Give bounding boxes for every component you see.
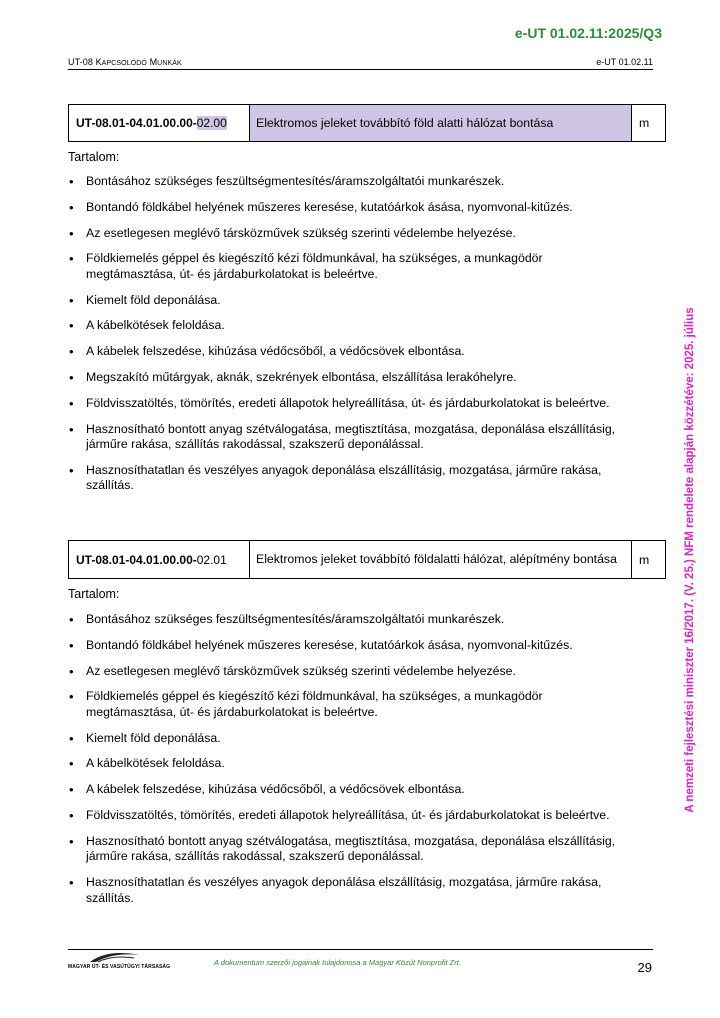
list-item: • A kábelek felszedése, kihúzása védőcsőből, a védőcsövek elbontása. xyxy=(68,782,628,798)
list-item: • Kiemelt föld deponálása. xyxy=(68,731,628,747)
list-item: • Földkiemelés géppel és kiegészítő kézi földmunkával, ha szükséges, a munkagödör megtámasztása, út- és járdaburkolatokat is beleértve. xyxy=(68,251,628,282)
list-item: • Hasznosíthatatlan és veszélyes anyagok deponálása elszállításig, mozgatása, járműre rakása, szállítás. xyxy=(68,463,628,494)
content-label: Tartalom: xyxy=(68,150,120,164)
road-swoosh-icon xyxy=(88,951,142,963)
list-item: • A kábelek felszedése, kihúzása védőcsőből, a védőcsövek elbontása. xyxy=(68,344,628,360)
item-code-table-2 xyxy=(68,540,666,579)
list-item: • Földvisszatöltés, tömörítés, eredeti állapotok helyreállítása, út- és járdaburkolatokat is beleértve. xyxy=(68,808,628,824)
item-title: Elektromos jeleket továbbító föld alatti hálózat bontása xyxy=(250,105,632,141)
item-code-suffix: 02.00 xyxy=(196,116,227,130)
publication-note: A nemzeti fejlesztési miniszter 16/2017. (V. 25.) NFM rendelete alapján közzétéve: 2025. július xyxy=(684,307,696,813)
copyright-notice: A dokumentum szerzői jogainak tulajdonosa a Magyar Közút Nonprofit Zrt. xyxy=(214,958,461,967)
list-item: • Megszakító műtárgyak, aknák, szekrények elbontása, elszállítása lerakóhelyre. xyxy=(68,370,628,386)
list-item: • Bontásához szükséges feszültségmentesítés/áramszolgáltatói munkarészek. xyxy=(68,612,628,628)
item-code: UT-08.01-04.01.00.00- 02.01 xyxy=(69,541,250,578)
list-item: • Földkiemelés géppel és kiegészítő kézi földmunkával, ha szükséges, a munkagödör megtámasztása, út- és járdaburkolatokat is beleértve. xyxy=(68,689,628,720)
content-label: Tartalom: xyxy=(68,587,120,601)
list-item: • Bontandó földkábel helyének műszeres keresése, kutatóárkok ásása, nyomvonal-kitűzés. xyxy=(68,638,628,654)
content-list-1 xyxy=(68,174,628,504)
list-item: • Bontandó földkábel helyének műszeres keresése, kutatóárkok ásása, nyomvonal-kitűzés. xyxy=(68,200,628,216)
chapter-title: UT-08 KAPCSOLÓDÓ MUNKÁK xyxy=(68,57,182,67)
publisher-logo xyxy=(68,951,171,973)
item-unit: m xyxy=(639,552,650,567)
header-doc-ref: e-UT 01.02.11 xyxy=(596,57,653,67)
running-header xyxy=(68,57,653,70)
list-item: • Kiemelt föld deponálása. xyxy=(68,293,628,309)
item-code: UT-08.01-04.01.00.00- 02.00 xyxy=(69,105,250,141)
list-item: • Hasznosítható bontott anyag szétválogatása, megtisztítása, mozgatása, deponálása elszállításig, járműre rakása, szállítás rakodással, szakszerű deponálással. xyxy=(68,834,628,865)
list-item: • Földvisszatöltés, tömörítés, eredeti állapotok helyreállítása, út- és járdaburkolatokat is beleértve. xyxy=(68,396,628,412)
document-code: e-UT 01.02.11:2025/Q3 xyxy=(514,25,662,41)
list-item: • Az esetlegesen meglévő társközművek szükség szerinti védelembe helyezése. xyxy=(68,226,628,242)
item-title: Elektromos jeleket továbbító földalatti hálózat, alépítmény bontása xyxy=(250,541,632,578)
page-number: 29 xyxy=(637,960,652,975)
list-item: • Hasznosíthatatlan és veszélyes anyagok deponálása elszállításig, mozgatása, járműre rakása, szállítás. xyxy=(68,875,628,906)
item-code-table-1 xyxy=(68,104,666,142)
footer-divider xyxy=(68,949,653,950)
item-code-suffix: 02.01 xyxy=(196,552,227,567)
list-item: • A kábelkötések feloldása. xyxy=(68,756,628,772)
list-item: • Hasznosítható bontott anyag szétválogatása, megtisztítása, mozgatása, deponálása elszállításig, járműre rakása, szállítás rakodással, szakszerű deponálással. xyxy=(68,422,628,453)
list-item: • Az esetlegesen meglévő társközművek szükség szerinti védelembe helyezése. xyxy=(68,664,628,680)
list-item: • A kábelkötések feloldása. xyxy=(68,318,628,334)
content-list-2 xyxy=(68,612,628,916)
logo-text: MAGYAR ÚT- ÉS VASÚTÜGYI TÁRSASÁG xyxy=(68,964,171,970)
list-item: • Bontásához szükséges feszültségmentesítés/áramszolgáltatói munkarészek. xyxy=(68,174,628,190)
item-unit: m xyxy=(639,116,650,130)
